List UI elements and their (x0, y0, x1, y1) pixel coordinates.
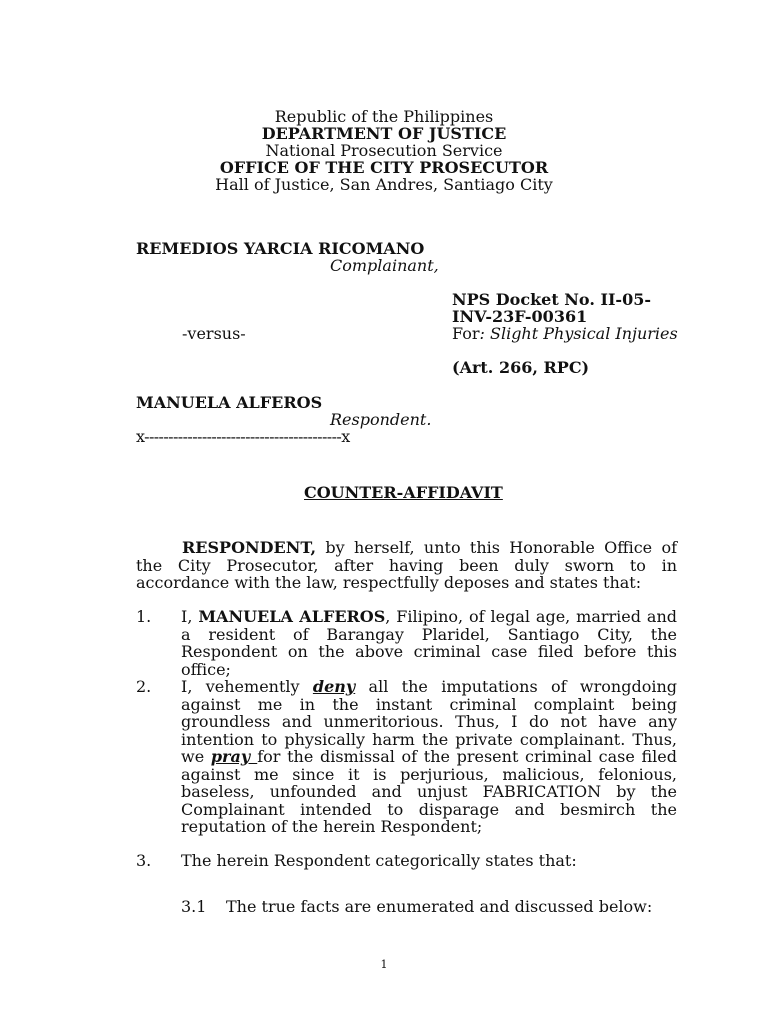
respondent-name: MANUELA ALFEROS (136, 393, 323, 412)
offense-name: : Slight Physical Injuries (479, 324, 678, 343)
caption-separator: x-----------------------------------------x (136, 427, 350, 446)
item-2-number: 2. (136, 677, 152, 696)
intro-text: by herself, unto this Honorable Office of the City Prosecutor, after having been duly sworn to in accordance with the law, respectfully deposes and states that: (136, 538, 677, 592)
item-2-deny: deny (312, 677, 356, 696)
item-2-pray: pray (210, 747, 258, 766)
item-2-post: for the dismissal of the present criminal case filed against me since it is perjurious, malicious, felonious, baseless, unfounded and unjust FABRICATION by the Complainant intended to disparage and besmirch the reputation of the herein Respondent; (181, 747, 678, 836)
intro-lead: RESPONDENT, (182, 538, 317, 557)
item-1-name: MANUELA ALFEROS (198, 607, 386, 626)
item-1-pre: I, (181, 607, 199, 626)
item-3-text: The herein Respondent categorically states that: (181, 851, 577, 870)
offense-line (452, 325, 678, 343)
respondent-role: Respondent. (330, 410, 432, 429)
item-1-text (181, 608, 677, 678)
versus-label: -versus- (182, 324, 246, 343)
for-label: For (452, 324, 480, 343)
item-2-text (181, 678, 677, 836)
header-office: OFFICE OF THE CITY PROSECUTOR (219, 158, 549, 177)
article-reference: (Art. 266, RPC) (452, 358, 590, 377)
docket-line-2: INV-23F-00361 (452, 307, 588, 326)
complainant-name: REMEDIOS YARCIA RICOMANO (136, 239, 425, 258)
item-2-pre: I, vehemently (181, 677, 313, 696)
subitem-3-1-text: The true facts are enumerated and discussed below: (226, 897, 653, 916)
item-2-mid: all the imputations of wrongdoing against me in the instant criminal complaint being groundless and unmeritorious. Thus, I do not have any intention to physically harm the private complainant. Thus, we (181, 677, 677, 766)
item-1-post: , Filipino, of legal age, married and a resident of Barangay Plaridel, Santiago City, the Respondent on the above criminal case filed before this office; (181, 607, 677, 679)
header-republic: Republic of the Philippines (274, 107, 494, 126)
header-department: DEPARTMENT OF JUSTICE (261, 124, 507, 143)
item-1-number: 1. (136, 607, 152, 626)
page-number: 1 (380, 958, 388, 971)
subitem-3-1-number: 3.1 (181, 897, 207, 916)
intro-paragraph (136, 539, 677, 592)
header-service: National Prosecution Service (265, 141, 503, 160)
document-title: COUNTER-AFFIDAVIT (304, 483, 503, 502)
item-3-number: 3. (136, 851, 152, 870)
complainant-role: Complainant, (330, 256, 439, 275)
header-address: Hall of Justice, San Andres, Santiago City (215, 175, 553, 194)
docket-line-1: NPS Docket No. II-05- (452, 290, 651, 309)
